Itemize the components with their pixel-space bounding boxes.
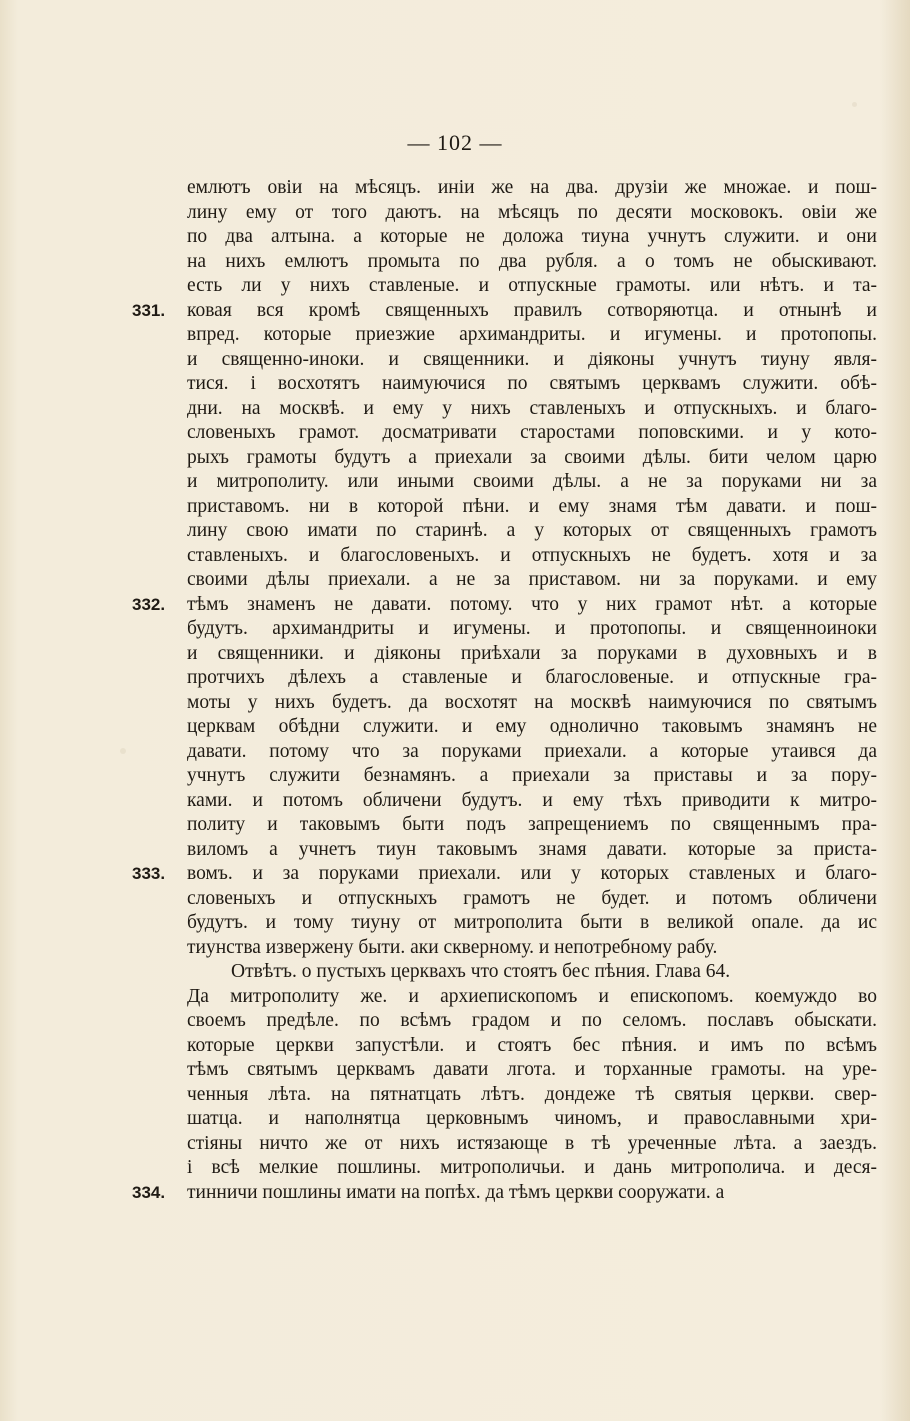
text-line bbox=[187, 887, 877, 912]
line-text: впред. которые приезжие архимандриты. и игумены. и протопопы. bbox=[187, 324, 877, 345]
line-text: тѣмъ святымъ церквамъ давати лгота. и торханные грамоты. на уре- bbox=[187, 1059, 877, 1080]
text-line bbox=[187, 225, 877, 250]
paragraph-number: 331. bbox=[132, 300, 166, 320]
paragraph-number: 334. bbox=[132, 1182, 166, 1202]
line-text: и митрополиту. или иными своими дѣлы. а не за поруками ни за bbox=[187, 471, 877, 492]
line-text: будутъ. и тому тиуну от митрополита быти в великой опале. да ис bbox=[187, 912, 877, 933]
text-line bbox=[187, 666, 877, 691]
line-text: протчихъ дѣлехъ а ставленые и благословеные. и отпускные гра- bbox=[187, 667, 877, 688]
text-line bbox=[132, 299, 877, 324]
text-line bbox=[187, 691, 877, 716]
text-line bbox=[187, 740, 877, 765]
text-line bbox=[187, 617, 877, 642]
text-line bbox=[187, 201, 877, 226]
text-line bbox=[187, 715, 877, 740]
line-text: ченныя лѣта. на пятнатцать лѣтъ. дондеже тѣ святыя церкви. свер- bbox=[187, 1083, 877, 1105]
line-text: Да митрополиту же. и архиепископомъ и епископомъ. коемуждо во bbox=[187, 985, 877, 1007]
text-line bbox=[187, 568, 877, 593]
line-text: приставомъ. ни в которой пѣни. и ему знамя тѣм давати. и пош- bbox=[187, 495, 877, 517]
text-line bbox=[187, 642, 877, 667]
paragraph-number: 333. bbox=[132, 864, 166, 883]
line-text: тинничи пошлины имати на попѣх. да тѣмъ церкви сооружати. а bbox=[187, 1181, 725, 1203]
text-line bbox=[187, 421, 877, 446]
page-number: — 102 — bbox=[407, 130, 503, 155]
line-text: і всѣ мелкие пошлины. митрополичьи. и дань митрополича. и деся- bbox=[187, 1157, 877, 1178]
line-text: шатца. и наполнятца церковнымъ чиномъ, и православными хри- bbox=[187, 1108, 877, 1129]
body-text bbox=[132, 176, 877, 1205]
line-text: виломъ а учнетъ тиун таковымъ знамя давати. которые за приста- bbox=[187, 838, 877, 860]
text-line bbox=[132, 593, 877, 618]
chapter-heading-line bbox=[187, 960, 877, 985]
line-text: словеныхъ грамот. досматривати старостами поповскими. и у кото- bbox=[187, 422, 877, 443]
text-line bbox=[187, 250, 877, 275]
line-text: лину свою имати по старинѣ. а у которых от священныхъ грамотъ bbox=[187, 520, 877, 541]
line-text: лину ему от того даютъ. на мѣсяцъ по десяти московокъ. овіи же bbox=[187, 201, 877, 223]
line-text: ковая вся кромѣ священныхъ правилъ сотворяютца. и отнынѣ и bbox=[187, 299, 877, 321]
text-line bbox=[187, 1132, 877, 1157]
text-line bbox=[187, 1058, 877, 1083]
text-line bbox=[187, 348, 877, 373]
line-text: давати. потому что за поруками приехали. а которые утаився да bbox=[187, 740, 877, 762]
line-text: учнутъ служити безнамянъ. а приехали за приставы и за пору- bbox=[187, 765, 877, 786]
text-line bbox=[187, 1156, 877, 1181]
line-text: церквам обѣдни служити. и ему однолично таковымъ знамянъ не bbox=[187, 716, 877, 737]
line-text: есть ли у нихъ ставленые. и отпускные грамоты. или нѣтъ. и та- bbox=[187, 275, 877, 296]
line-text: ками. и потомъ обличени будутъ. и ему тѣхъ приводити к митро- bbox=[187, 789, 877, 811]
text-line bbox=[187, 764, 877, 789]
text-line bbox=[132, 862, 877, 887]
text-line bbox=[187, 1034, 877, 1059]
line-text: своими дѣлы приехали. а не за приставом. ни за поруками. и ему bbox=[187, 569, 877, 590]
text-line bbox=[187, 544, 877, 569]
text-line bbox=[187, 446, 877, 471]
text-line bbox=[187, 274, 877, 299]
line-text: дни. на москвѣ. и ему у нихъ ставленыхъ и отпускныхъ. и благо- bbox=[187, 397, 877, 419]
text-line bbox=[132, 1181, 877, 1206]
line-text: словеныхъ и отпускныхъ грамотъ не будет. и потомъ обличени bbox=[187, 887, 877, 909]
line-text: по два алтына. а которые не доложа тиуна учнутъ служити. и они bbox=[187, 226, 877, 247]
text-line bbox=[187, 1009, 877, 1034]
line-text: на нихъ емлютъ промыта по два рубля. а о томъ не обыскивают. bbox=[187, 250, 877, 272]
line-text: будутъ. архимандриты и игумены. и протопопы. и священноиноки bbox=[187, 618, 877, 639]
page-stain bbox=[852, 102, 857, 107]
text-line bbox=[187, 1107, 877, 1132]
text-line bbox=[187, 470, 877, 495]
line-text: своемъ предѣле. по всѣмъ градом и по селомъ. пославъ обыскати. bbox=[187, 1010, 877, 1031]
text-line bbox=[187, 397, 877, 422]
line-text: и священники. и діяконы приѣхали за поруками в духовныхъ и в bbox=[187, 642, 877, 664]
text-line bbox=[187, 176, 877, 201]
line-text: и священно-иноки. и священники. и діяконы учнутъ тиуну явля- bbox=[187, 348, 877, 370]
line-text: стіяны ничто же от нихъ истязающе в тѣ уреченные лѣта. а заездъ. bbox=[187, 1132, 877, 1154]
line-text: тиунства изверженy быти. аки скверному. и непотребному рабу. bbox=[187, 936, 718, 958]
text-line bbox=[187, 838, 877, 863]
text-line bbox=[187, 789, 877, 814]
text-line bbox=[187, 813, 877, 838]
line-text: политу и таковымъ быти подъ запрещениемъ по священнымъ пра- bbox=[187, 814, 877, 835]
text-line bbox=[187, 372, 877, 397]
line-text: Отвѣтъ. о пустыхъ церквахъ что стоятъ бес пѣния. Глава 64. bbox=[231, 961, 731, 982]
text-line bbox=[187, 936, 877, 961]
text-line bbox=[187, 1083, 877, 1108]
paragraph-number: 332. bbox=[132, 594, 166, 614]
line-text: емлютъ овіи на мѣсяцъ. иніи же на два. друзіи же множае. и пош- bbox=[187, 177, 877, 198]
line-text: рыхъ грамоты будутъ а приехали за своими дѣлы. бити челом царю bbox=[187, 446, 877, 468]
text-line bbox=[187, 911, 877, 936]
line-text: вомъ. и за поруками приехали. или у которых ставленых и благо- bbox=[187, 863, 877, 884]
line-text: тися. і восхотятъ наимуючися по святымъ церквамъ служити. обѣ- bbox=[187, 373, 877, 394]
text-line bbox=[187, 985, 877, 1010]
page-stain bbox=[120, 748, 126, 754]
text-line bbox=[187, 323, 877, 348]
line-text: ставленыхъ. и благословеныхъ. и отпускныхъ не будетъ. хотя и за bbox=[187, 544, 877, 566]
text-line bbox=[187, 519, 877, 544]
line-text: тѣмъ знаменъ не давати. потому. что у них грамот нѣт. а которые bbox=[187, 593, 877, 615]
line-text: которые церкви запустѣли. и стоятъ бес пѣния. и имъ по всѣмъ bbox=[187, 1034, 877, 1056]
text-line bbox=[187, 495, 877, 520]
line-text: моты у нихъ будетъ. да восхотят на москвѣ наимуючися по святымъ bbox=[187, 691, 877, 713]
